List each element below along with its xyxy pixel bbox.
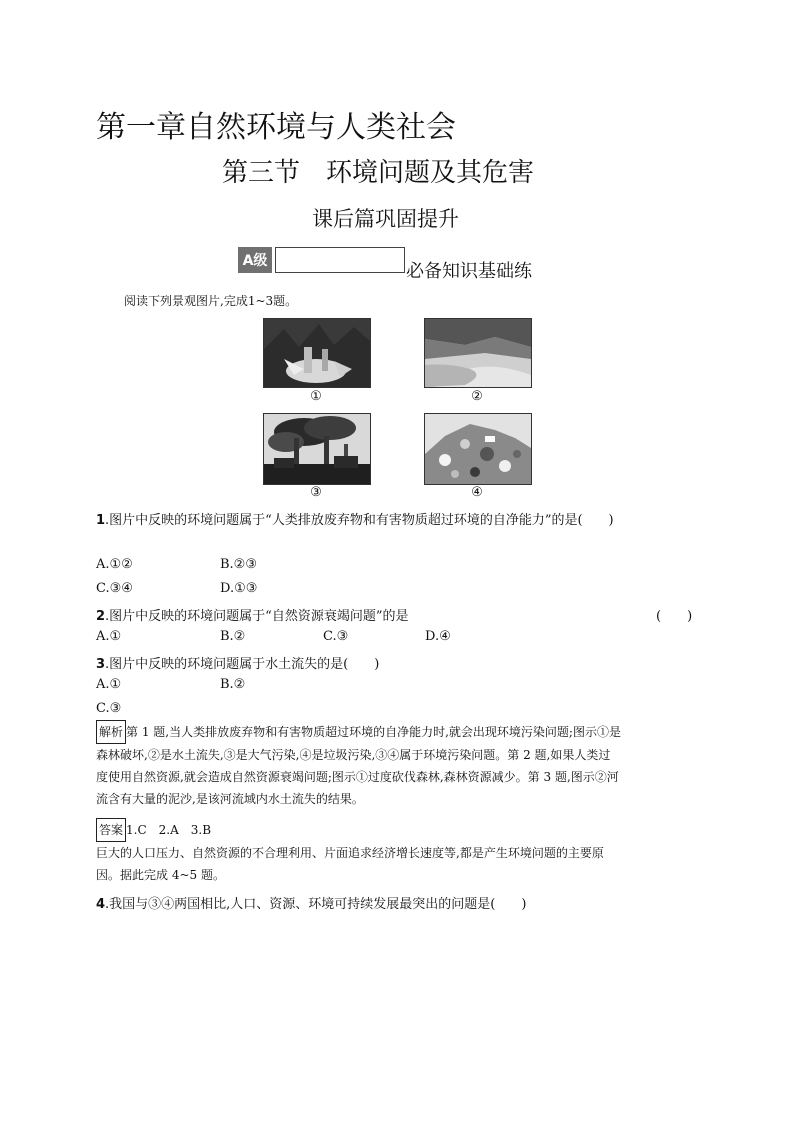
q2-option-c: C.③ xyxy=(323,629,349,644)
factory-smoke-photo xyxy=(263,413,371,485)
subtitle: 课后篇巩固提升 xyxy=(312,207,459,231)
section-title: 第三节 环境问题及其危害 xyxy=(222,158,535,188)
answer-block xyxy=(96,818,700,842)
level-blank-box xyxy=(275,247,405,273)
question-1 xyxy=(96,509,614,528)
question-2-number: 2 xyxy=(96,609,106,624)
caption-2: ② xyxy=(471,389,483,404)
question-3-number: 3 xyxy=(96,657,106,672)
question-4-number: 4 xyxy=(96,897,106,912)
reading-instruction: 阅读下列景观图片,完成1~3题。 xyxy=(124,294,298,308)
analysis-line-1 xyxy=(96,720,700,744)
level-name: 必备知识基础练 xyxy=(406,261,532,282)
q1-option-c: C.③④ xyxy=(96,581,133,596)
q2-option-d: D.④ xyxy=(425,629,451,644)
caption-3: ③ xyxy=(310,485,322,500)
analysis-text-1: 第 1 题,当人类排放废弃物和有害物质超过环境的自净能力时,就会出现环境污染问题;图示①是 xyxy=(126,725,621,739)
q1-option-a: A.①② xyxy=(96,557,133,572)
passage-line-2: 因。据此完成 4~5 题。 xyxy=(96,868,225,882)
q1-option-b: B.②③ xyxy=(220,557,257,572)
answer-text: 1.C 2.A 3.B xyxy=(126,823,212,837)
caption-4: ④ xyxy=(471,485,483,500)
question-2 xyxy=(96,605,408,624)
answer-tag: 答案 xyxy=(96,818,126,842)
analysis-tag: 解析 xyxy=(96,720,126,744)
caption-1: ① xyxy=(310,389,322,404)
q3-option-a: A.① xyxy=(96,677,122,692)
level-header xyxy=(238,247,405,273)
passage-block xyxy=(96,842,700,886)
q1-option-d: D.①③ xyxy=(220,581,258,596)
question-3 xyxy=(96,653,379,672)
question-1-number: 1 xyxy=(96,513,106,528)
analysis-block xyxy=(96,720,700,810)
question-4-text: .我国与③④两国相比,人口、资源、环境可持续发展最突出的问题是( ) xyxy=(105,897,527,912)
analysis-line-2: 森林破坏,②是水土流失,③是大气污染,④是垃圾污染,③④属于环境污染问题。第 2 题,如果人类过 xyxy=(96,748,611,762)
analysis-line-3: 度使用自然资源,就会造成自然资源衰竭问题;图示①过度砍伐森林,森林资源减少。第 3 题,图示②河 xyxy=(96,770,619,784)
deforestation-photo xyxy=(263,318,371,388)
question-1-text: .图片中反映的环境问题属于“人类排放废弃物和有害物质超过环境的自净能力”的是( ) xyxy=(105,513,614,528)
analysis-line-4: 流含有大量的泥沙,是该河流域内水土流失的结果。 xyxy=(96,792,364,806)
passage-line-1: 巨大的人口压力、自然资源的不合理利用、片面追求经济增长速度等,都是产生环境问题的主要原 xyxy=(96,846,604,860)
q2-option-a: A.① xyxy=(96,629,122,644)
eroded-riverbed-photo xyxy=(424,318,532,388)
level-badge: A级 xyxy=(238,247,272,273)
q3-option-c: C.③ xyxy=(96,701,122,716)
garbage-pile-photo xyxy=(424,413,532,485)
q2-option-b: B.② xyxy=(220,629,246,644)
chapter-title: 第一章自然环境与人类社会 xyxy=(96,110,456,145)
q3-option-b: B.② xyxy=(220,677,246,692)
question-2-text: .图片中反映的环境问题属于“自然资源衰竭问题”的是 xyxy=(105,609,409,624)
question-4 xyxy=(96,893,526,912)
question-2-answer-bracket: ( ) xyxy=(656,609,693,624)
question-3-text: .图片中反映的环境问题属于水土流失的是( ) xyxy=(105,657,380,672)
